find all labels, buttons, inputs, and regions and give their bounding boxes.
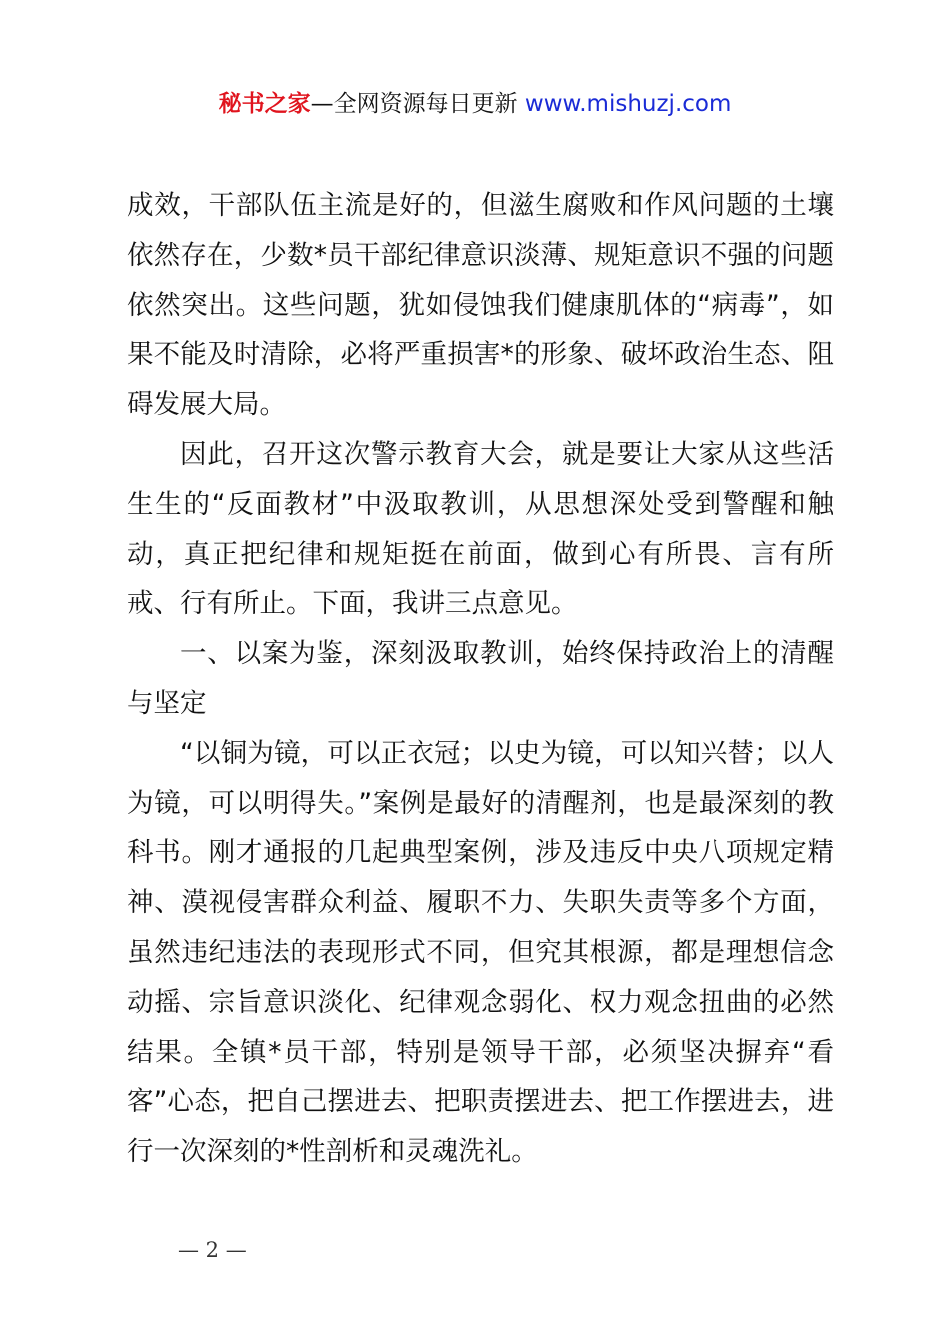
paragraph-purpose: 因此，召开这次警示教育大会，就是要让大家从这些活生生的“反面教材”中汲取教训，从思想深处受到警醒和触动，真正把纪律和规矩挺在前面，做到心有所畏、言有所戒、行有所止。下面，我讲三点意见。 bbox=[127, 438, 834, 620]
document-body bbox=[127, 181, 834, 1177]
section-heading-1: 一、以案为鉴，深刻汲取教训，始终保持政治上的清醒与坚定 bbox=[127, 638, 834, 719]
site-brand: 秘书之家 bbox=[218, 91, 311, 117]
site-url[interactable]: www.mishuzj.com bbox=[524, 91, 732, 117]
site-header bbox=[0, 86, 950, 122]
paragraph-continuation: 成效，干部队伍主流是好的，但滋生腐败和作风问题的土壤依然存在，少数*员干部纪律意识淡薄、规矩意识不强的问题依然突出。这些问题，犹如侵蚀我们健康肌体的“病毒”，如果不能及时清除，必将严重损害*的形象、破坏政治生态、阻碍发展大局。 bbox=[127, 190, 834, 421]
paragraph-body: “以铜为镜，可以正衣冠；以史为镜，可以知兴替；以人为镜，可以明得失。”案例是最好的清醒剂，也是最深刻的教科书。刚才通报的几起典型案例，涉及违反中央八项规定精神、漠视侵害群众利益、履职不力、失职失责等多个方面，虽然违纪违法的表现形式不同，但究其根源，都是理想信念动摇、宗旨意识淡化、纪律观念弱化、权力观念扭曲的必然结果。全镇*员干部，特别是领导干部，必须坚决摒弃“看客”心态，把自己摆进去、把职责摆进去、把工作摆进去，进行一次深刻的*性剖析和灵魂洗礼。 bbox=[127, 737, 834, 1168]
site-tagline: —全网资源每日更新 bbox=[310, 91, 525, 117]
page-number: — 2 — bbox=[178, 1238, 247, 1262]
